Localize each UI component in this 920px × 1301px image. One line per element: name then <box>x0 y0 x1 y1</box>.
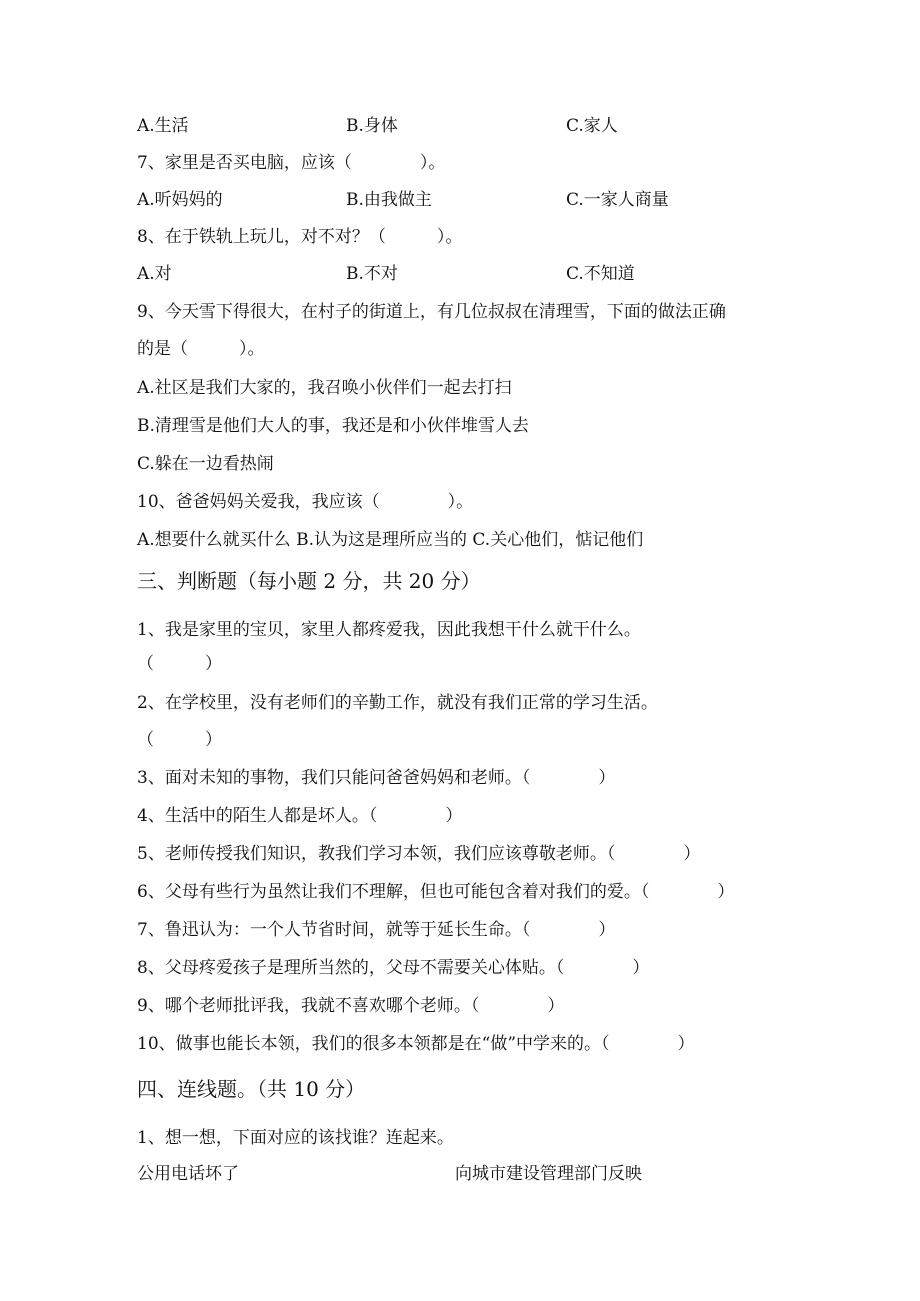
q8-stem: 8、在于铁轨上玩儿，对不对？（ ）。 <box>137 227 463 247</box>
section3-item-1-blank: （ ） <box>137 654 222 674</box>
section3-title: 三、判断题（每小题 2 分，共 20 分） <box>137 569 481 593</box>
q10-stem: 10、爸爸妈妈关爱我，我应该（ ）。 <box>137 492 474 512</box>
q10-options: A.想要什么就买什么 B.认为这是理所应当的 C.关心他们，惦记他们 <box>137 530 644 550</box>
section3-item-2-blank: （ ） <box>137 730 222 750</box>
q9-option-a: A.社区是我们大家的，我召唤小伙伴们一起去打扫 <box>137 378 512 398</box>
q9-stem-line1: 9、今天雪下得很大，在村子的街道上，有几位叔叔在清理雪，下面的做法正确 <box>137 302 726 322</box>
q9-option-c: C.躲在一边看热闹 <box>137 454 274 474</box>
q7-stem: 7、家里是否买电脑，应该（ ）。 <box>137 153 446 173</box>
section3-item-7: 7、鲁迅认为：一个人节省时间，就等于延长生命。（ ） <box>137 920 616 940</box>
section3-item-1: 1、我是家里的宝贝，家里人都疼爱我，因此我想干什么就干什么。 <box>137 620 641 640</box>
q6-option-a: A.生活 <box>137 116 189 136</box>
q8-option-c: C.不知道 <box>566 264 635 284</box>
q8-option-a: A.对 <box>137 264 172 284</box>
q9-stem-line2: 的是（ ）。 <box>137 339 265 359</box>
section4-title: 四、连线题。（共 10 分） <box>137 1077 366 1101</box>
section3-item-8: 8、父母疼爱孩子是理所当然的，父母不需要关心体贴。（ ） <box>137 958 650 978</box>
matching-right-item: 向城市建设管理部门反映 <box>455 1164 642 1184</box>
section3-item-2: 2、在学校里，没有老师们的辛勤工作，就没有我们正常的学习生活。 <box>137 693 658 713</box>
section3-item-6: 6、父母有些行为虽然让我们不理解，但也可能包含着对我们的爱。（ ） <box>137 882 735 902</box>
q7-option-a: A.听妈妈的 <box>137 190 223 210</box>
section3-item-4: 4、生活中的陌生人都是坏人。（ ） <box>137 806 463 826</box>
section3-item-9: 9、哪个老师批评我，我就不喜欢哪个老师。（ ） <box>137 996 565 1016</box>
q6-option-c: C.家人 <box>566 116 618 136</box>
section4-q1-stem: 1、想一想，下面对应的该找谁？连起来。 <box>137 1128 454 1148</box>
q6-option-b: B.身体 <box>346 116 398 136</box>
section3-item-3: 3、面对未知的事物，我们只能问爸爸妈妈和老师。（ ） <box>137 768 616 788</box>
section3-item-5: 5、老师传授我们知识，教我们学习本领，我们应该尊敬老师。（ ） <box>137 844 701 864</box>
q8-option-b: B.不对 <box>346 264 398 284</box>
matching-left-item: 公用电话坏了 <box>137 1164 239 1184</box>
q7-option-c: C.一家人商量 <box>566 190 669 210</box>
q9-option-b: B.清理雪是他们大人的事，我还是和小伙伴堆雪人去 <box>137 416 529 436</box>
q7-option-b: B.由我做主 <box>346 190 432 210</box>
section3-item-10: 10、做事也能长本领，我们的很多本领都是在“做”中学来的。（ ） <box>137 1034 695 1054</box>
